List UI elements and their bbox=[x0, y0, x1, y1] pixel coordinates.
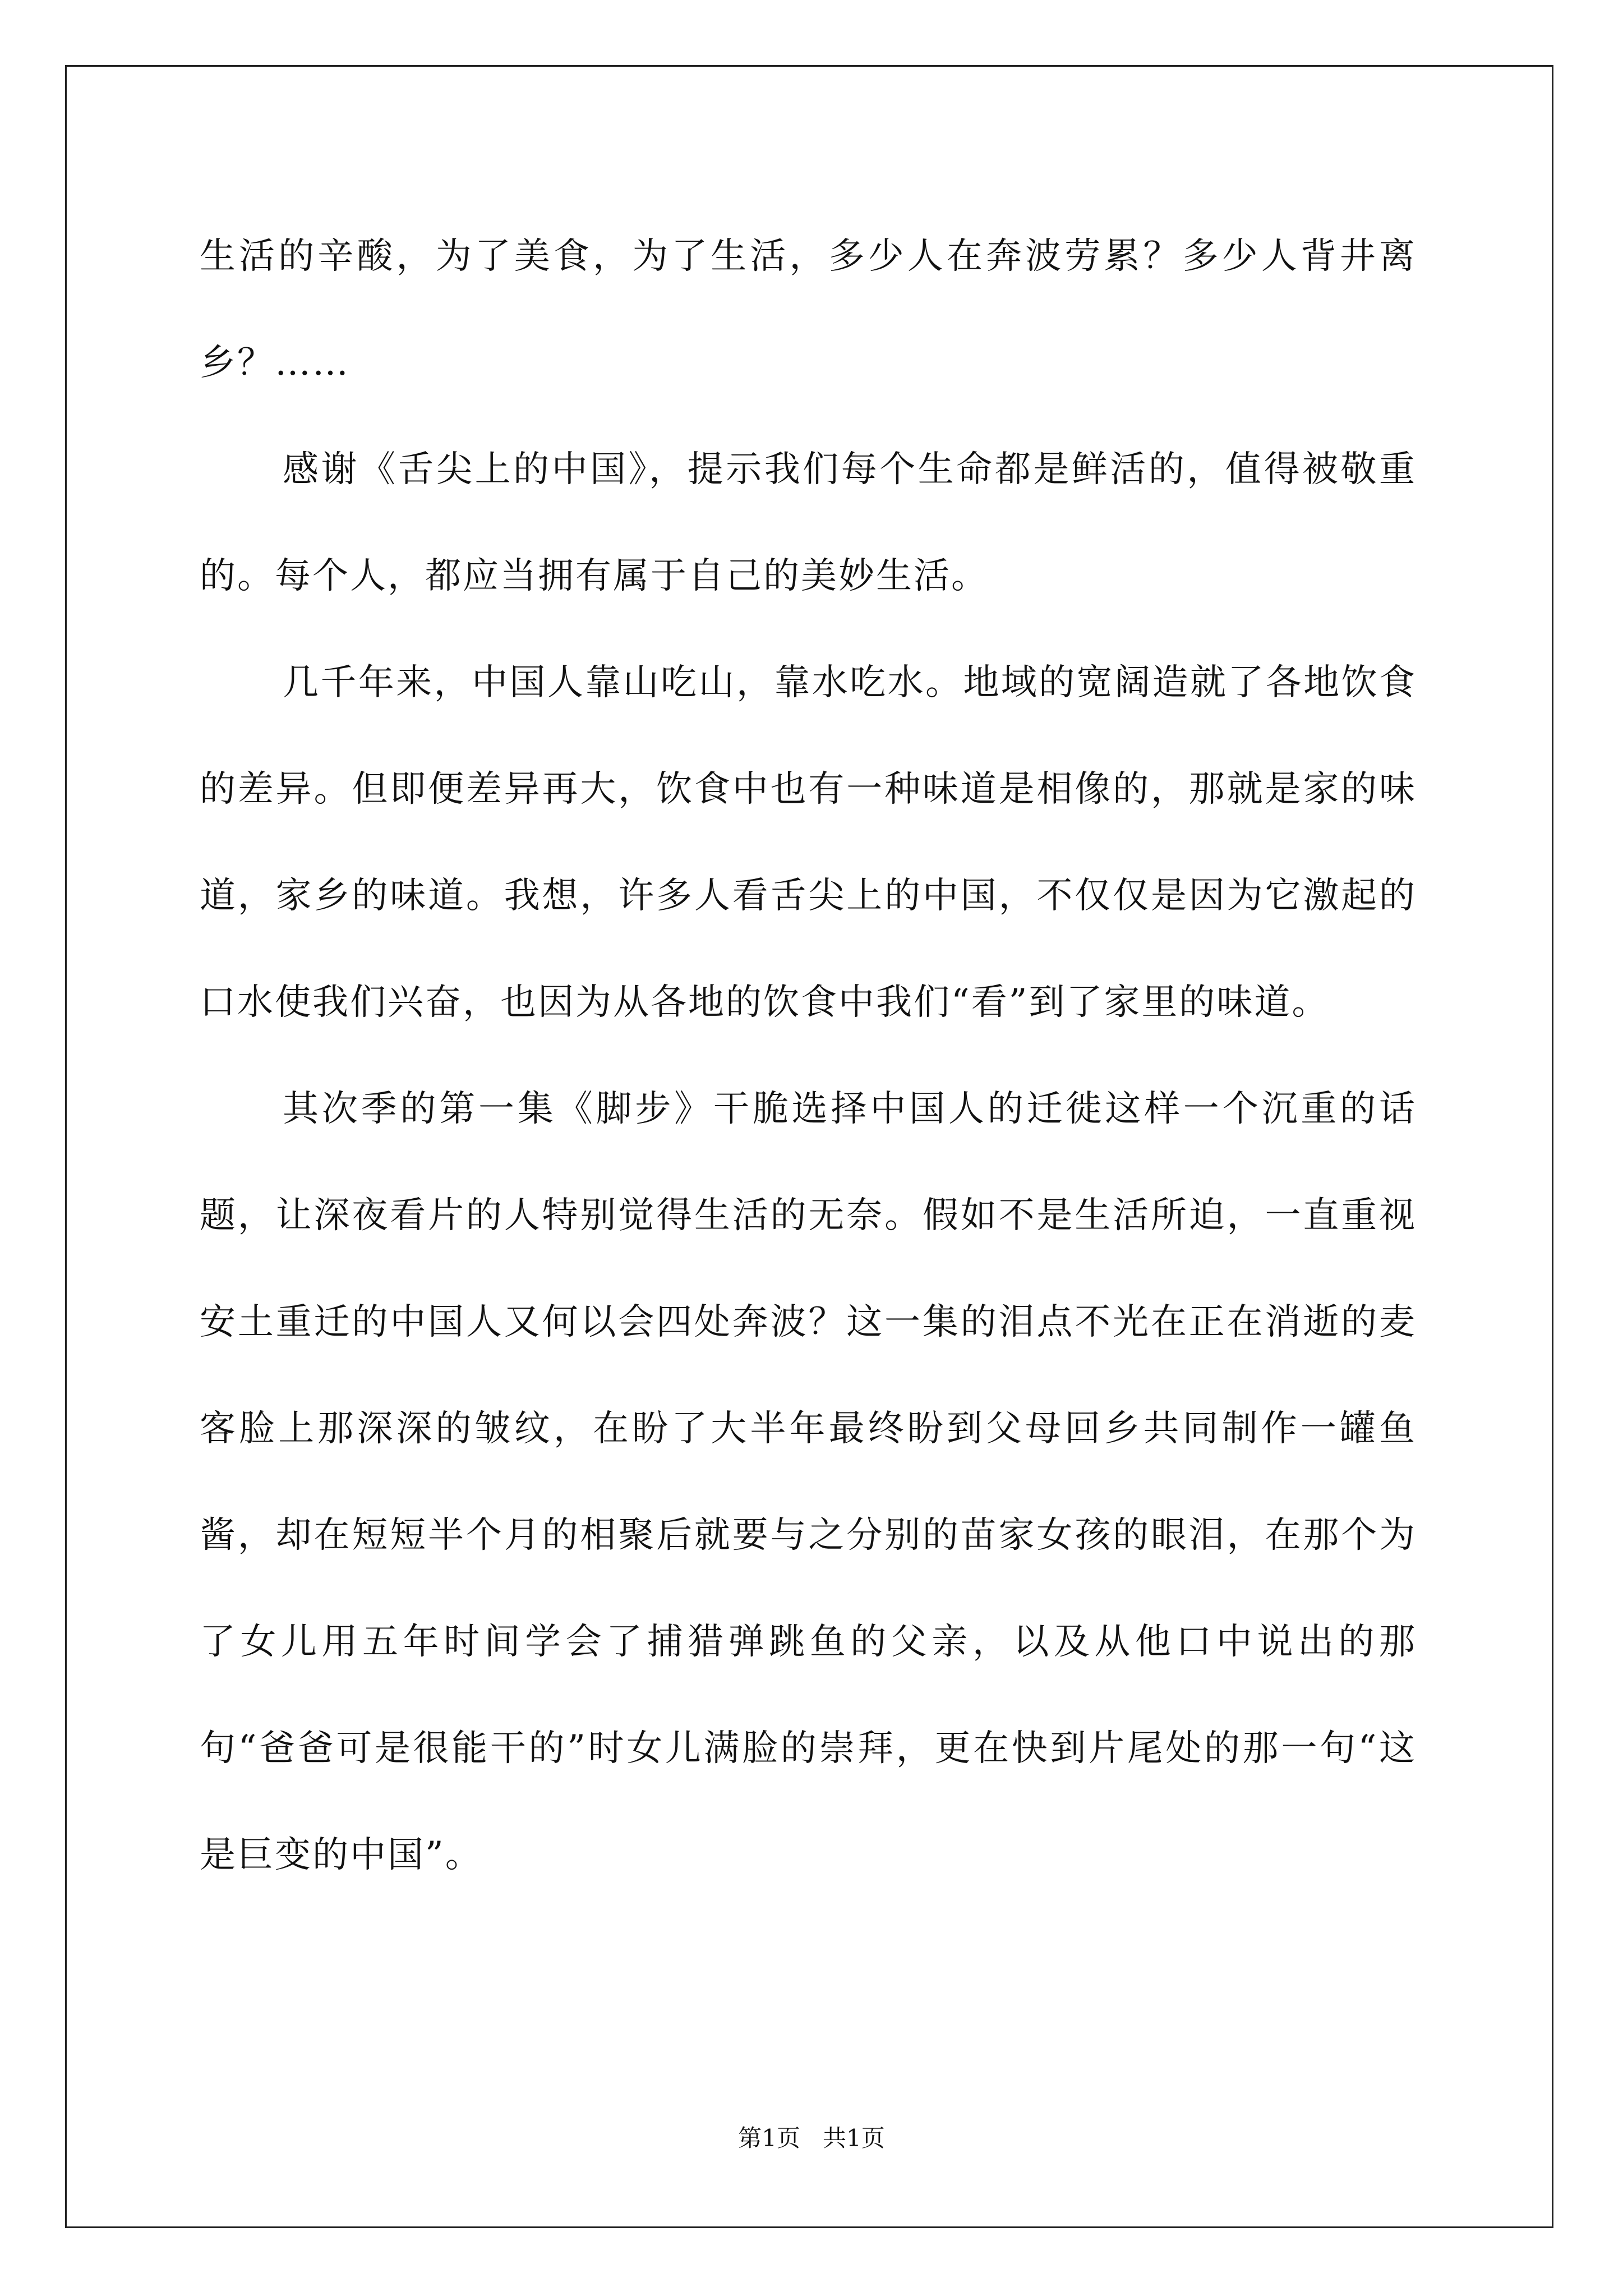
paragraph-3: 几千年来，中国人靠山吃山，靠水吃水。地域的宽阔造就了各地饮食的差异。但即便差异再大，饮食中也有一种味道是相像的，那就是家的味道，家乡的味道。我想，许多人看舌尖上的中国，不仅仅是因为它激起的口水使我们兴奋，也因为从各地的饮食中我们“看”到了家里的味道。 bbox=[200, 662, 1417, 1023]
paragraph-4: 其次季的第一集《脚步》干脆选择中国人的迁徙这样一个沉重的话题，让深夜看片的人特别觉得生活的无奈。假如不是生活所迫，一直重视安土重迁的中国人又何以会四处奔波？这一集的泪点不光在正在消逝的麦客脸上那深深的皱纹，在盼了大半年最终盼到父母回乡共同制作一罐鱼酱，却在短短半个月的相聚后就要与之分别的苗家女孩的眼泪，在那个为了女儿用五年时间学会了捕猎弹跳鱼的父亲，以及从他口中说出的那句“爸爸可是很能干的”时女儿满脸的崇拜，更在快到片尾处的那一句“这是巨变的中国”。 bbox=[200, 1088, 1417, 1876]
document-body bbox=[200, 203, 1417, 1908]
paragraph-2: 感谢《舌尖上的中国》，提示我们每个生命都是鲜活的，值得被敬重的。每个人，都应当拥有属于自己的美妙生活。 bbox=[200, 449, 1417, 597]
page-number-label: 第1页 共1页 bbox=[738, 2124, 885, 2152]
page-footer bbox=[0, 2123, 1623, 2154]
paragraph-1: 生活的辛酸，为了美食，为了生活，多少人在奔波劳累？多少人背井离乡？…… bbox=[200, 236, 1417, 384]
